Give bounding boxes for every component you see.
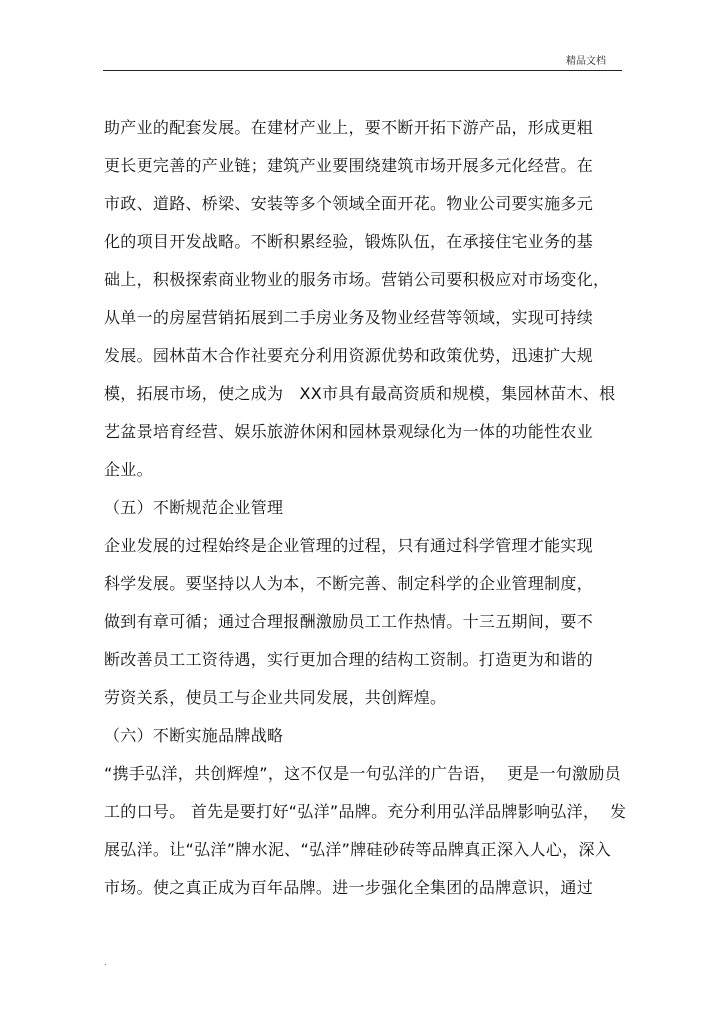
header-label: 精品文档 <box>566 56 606 67</box>
paragraph-line: 市场。使之真正成为百年品牌。进一步强化全集团的品牌意识，通过 <box>104 878 594 897</box>
paragraph-line: 更长更完善的产业链；建筑产业要围绕建筑市场开展多元化经营。在 <box>104 156 594 175</box>
paragraph-line: 企业发展的过程始终是企业管理的过程，只有通过科学管理才能实现 <box>104 536 594 555</box>
paragraph-line: 模，拓展市场，使之成为 XX市具有最高资质和规模，集园林苗木、根 <box>104 384 616 403</box>
document-body <box>104 109 627 907</box>
section-heading: （六）不断实施品牌战略 <box>104 726 284 745</box>
footer-mark: . <box>104 958 107 967</box>
paragraph-line: 础上，积极探索商业物业的服务市场。营销公司要积极应对市场变化， <box>104 270 610 289</box>
paragraph-line: 展弘洋。让“弘洋”牌水泥、“弘洋”牌硅砂砖等品牌真正深入人心，深入 <box>104 840 612 859</box>
paragraph-line: 艺盆景培育经营、娱乐旅游休闲和园林景观绿化为一体的功能性农业 <box>104 422 594 441</box>
paragraph-line: 科学发展。要坚持以人为本，不断完善、制定科学的企业管理制度， <box>104 574 594 593</box>
paragraph-line: 市政、道路、桥梁、安装等多个领域全面开花。物业公司要实施多元 <box>104 194 594 213</box>
paragraph-line: 化的项目开发战略。不断积累经验，锻炼队伍，在承接住宅业务的基 <box>104 232 594 251</box>
paragraph-line: 发展。园林苗木合作社要充分利用资源优势和政策优势，迅速扩大规 <box>104 346 594 365</box>
header-divider <box>103 70 622 71</box>
paragraph-line: 劳资关系，使员工与企业共同发展，共创辉煌。 <box>104 688 447 707</box>
section-heading: （五）不断规范企业管理 <box>104 498 284 517</box>
paragraph-line: 工的口号。 首先是要打好“弘洋”品牌。充分利用弘洋品牌影响弘洋， 发 <box>104 802 627 821</box>
paragraph-line: 断改善员工工资待遇，实行更加合理的结构工资制。打造更为和谐的 <box>104 650 594 669</box>
paragraph-line: 助产业的配套发展。在建材产业上，要不断开拓下游产品，形成更粗 <box>104 118 594 137</box>
paragraph-line: 企业。 <box>104 460 153 479</box>
paragraph-line: 做到有章可循；通过合理报酬激励员工工作热情。十三五期间，要不 <box>104 612 594 631</box>
paragraph-line: 从单一的房屋营销拓展到二手房业务及物业经营等领域，实现可持续 <box>104 308 594 327</box>
paragraph-line: “携手弘洋，共创辉煌”，这不仅是一句弘洋的广告语， 更是一句激励员 <box>104 764 621 783</box>
